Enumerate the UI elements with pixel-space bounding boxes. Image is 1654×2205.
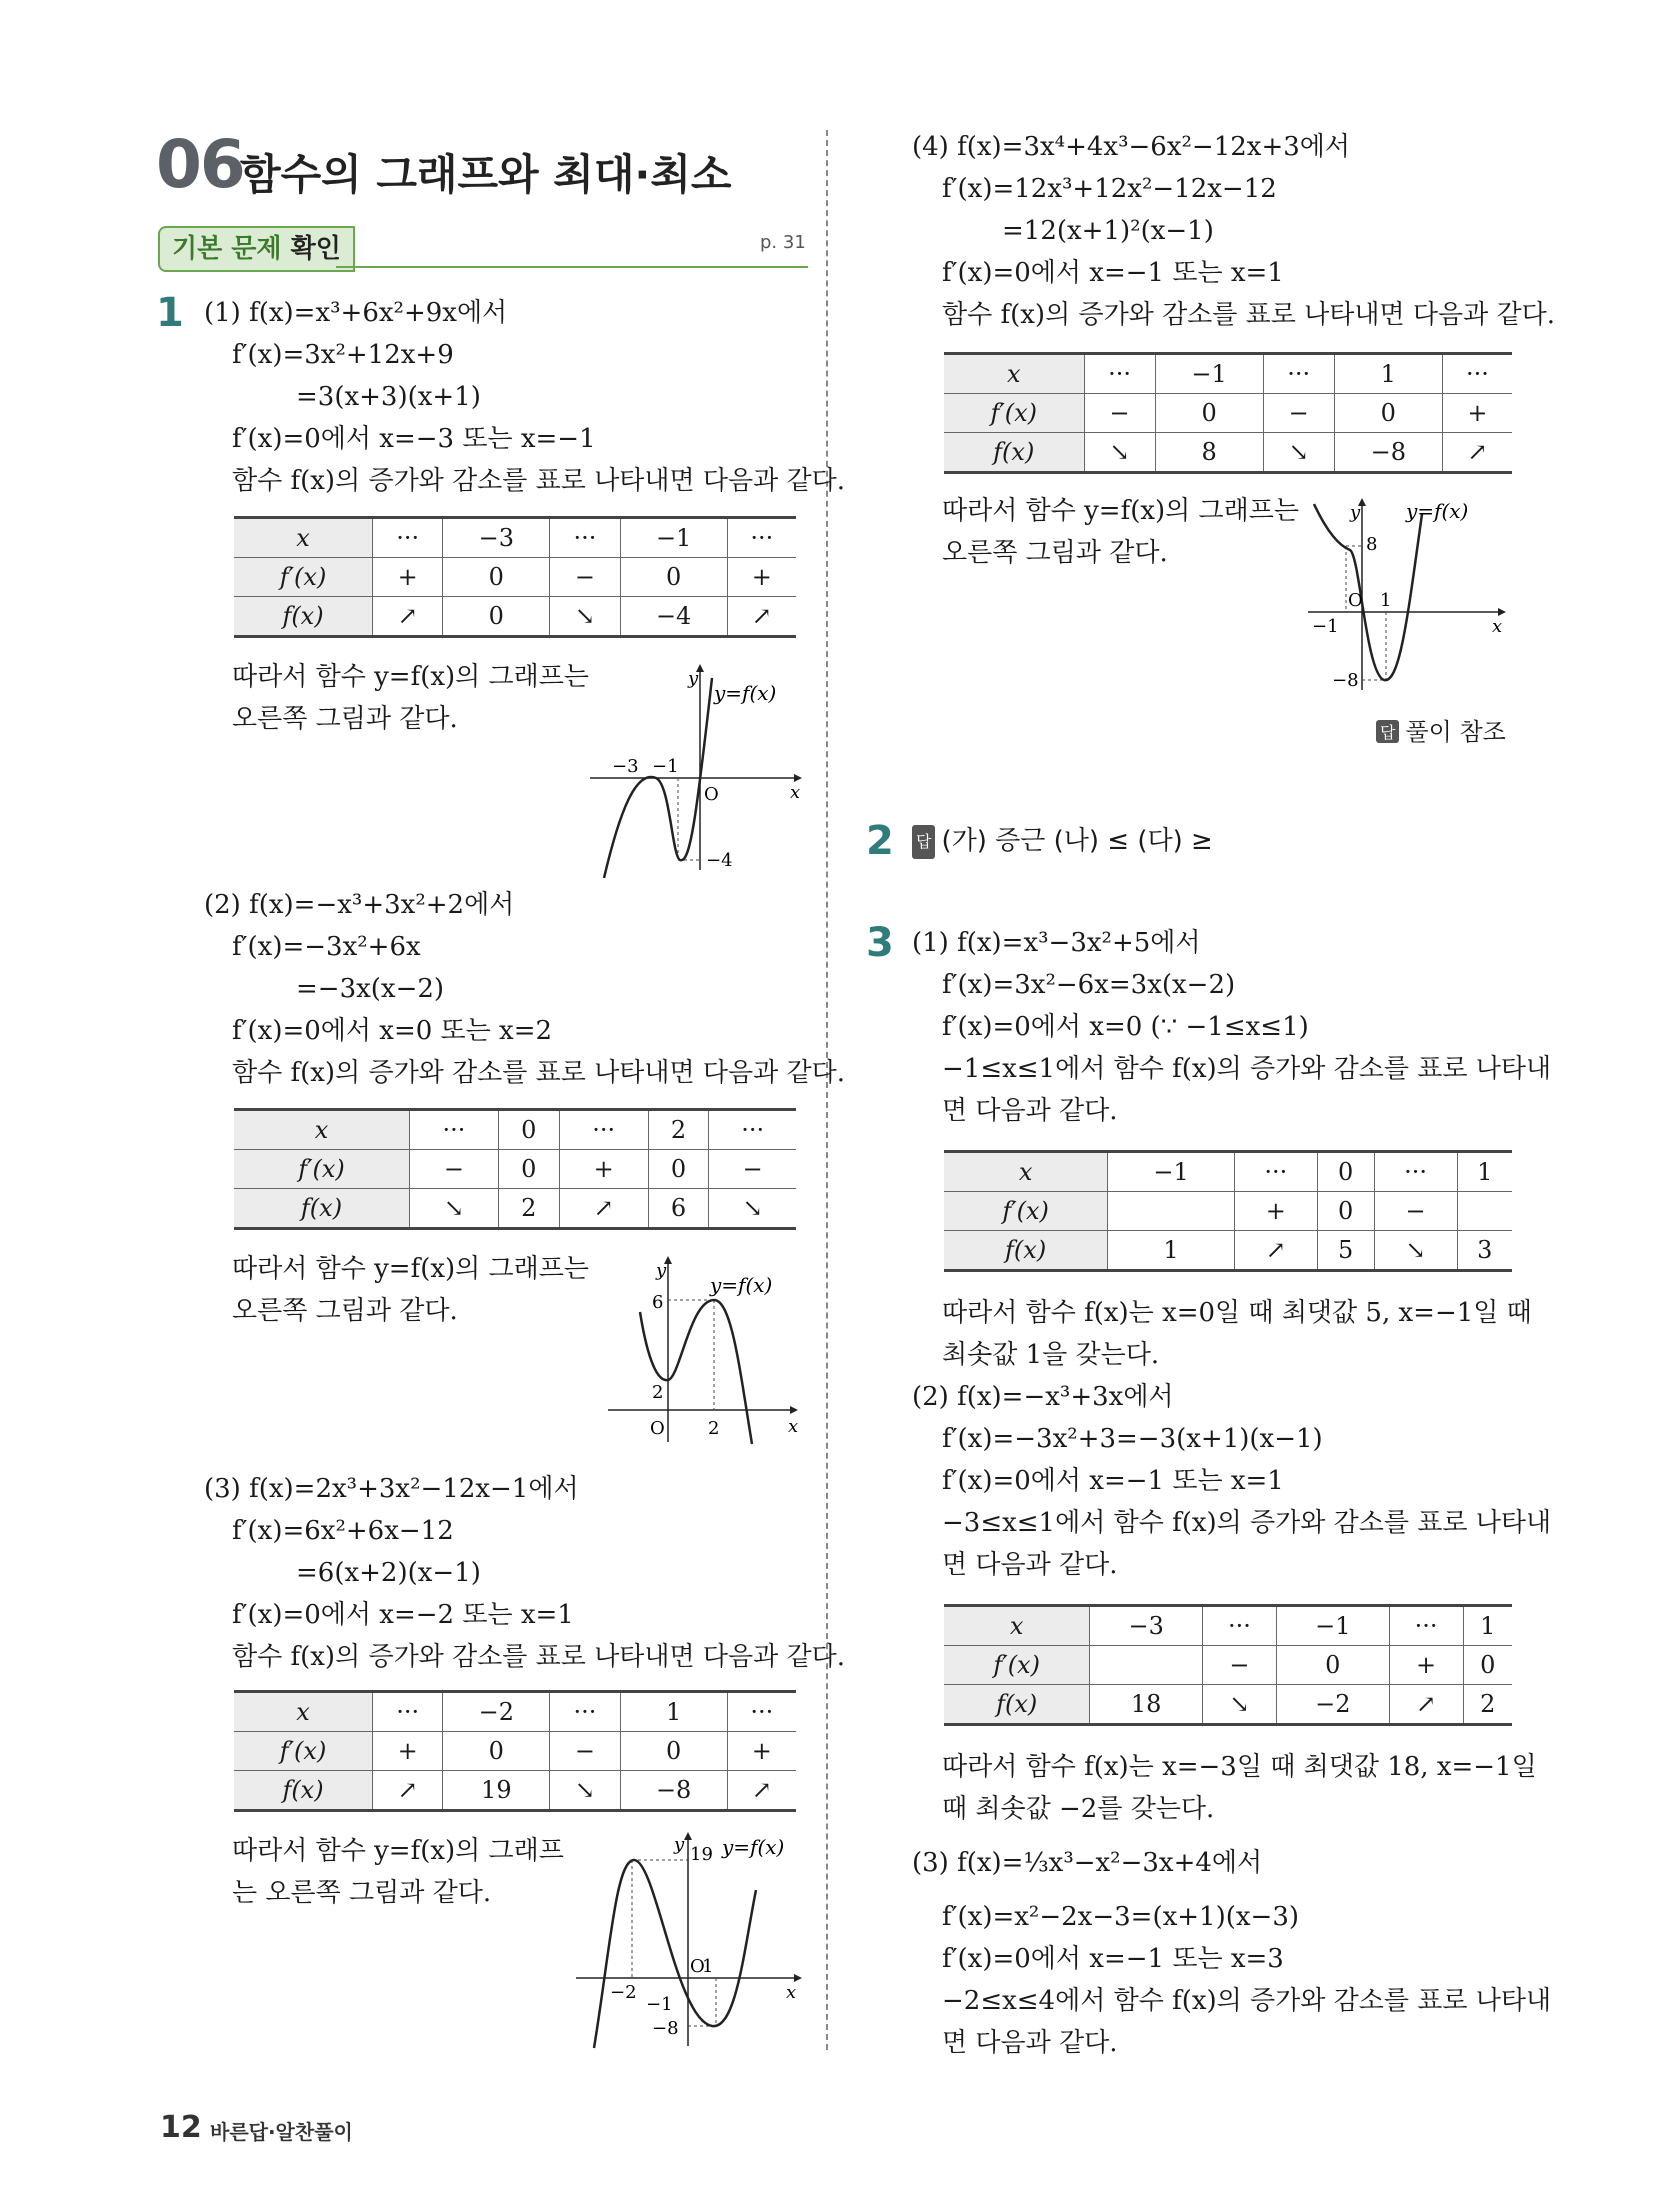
table-cell: 3 xyxy=(1457,1231,1512,1271)
tick-label: 19 xyxy=(690,1844,713,1865)
p3-1-line: f′(x)=0에서 x=0 (∵ −1≤x≤1) xyxy=(942,1012,1309,1042)
table-cell xyxy=(1457,1192,1512,1231)
problem-number-1: 1 xyxy=(156,290,184,336)
p1-3-line: =6(x+2)(x−1) xyxy=(296,1558,481,1588)
table-cell: 0 xyxy=(648,1150,709,1189)
table-cell: ↘ xyxy=(1202,1685,1276,1725)
p3-3-line: f′(x)=0에서 x=−1 또는 x=3 xyxy=(942,1944,1284,1974)
table-cell: −1 xyxy=(1276,1606,1389,1646)
table-cell: 0 xyxy=(1276,1646,1389,1685)
curve-label: y=f(x) xyxy=(714,681,777,705)
table-cell: −1 xyxy=(1108,1152,1235,1192)
table-cell: 1 xyxy=(1457,1152,1512,1192)
table-cell: ↘ xyxy=(1263,433,1334,473)
graph-1 xyxy=(590,660,810,880)
tick-label: 6 xyxy=(652,1292,664,1313)
table-cell: x xyxy=(234,518,373,558)
table-cell xyxy=(1108,1192,1235,1231)
footer-title: 바른답·알찬풀이 xyxy=(210,2120,353,2144)
y-axis-label: y xyxy=(656,1260,667,1281)
table-cell: 0 xyxy=(1317,1152,1374,1192)
tick-label: −1 xyxy=(652,756,679,777)
table-cell: 5 xyxy=(1317,1231,1374,1271)
table-cell: f(x) xyxy=(944,1685,1090,1725)
table-cell: 0 xyxy=(1334,394,1442,433)
tick-label: −3 xyxy=(612,756,639,777)
p1-4-line: =12(x+1)²(x−1) xyxy=(1002,216,1214,246)
page-number: 12 xyxy=(160,2110,202,2145)
table-cell: ··· xyxy=(559,1110,648,1150)
page-reference: p. 31 xyxy=(760,232,806,253)
p3-1-line: −1≤x≤1에서 함수 f(x)의 증가와 감소를 표로 나타내 xyxy=(942,1054,1552,1084)
table-cell: f′(x) xyxy=(234,1150,409,1189)
table-cell: − xyxy=(550,1732,620,1771)
p1-2-conclusion: 오른쪽 그림과 같다. xyxy=(232,1296,458,1326)
table-cell: −8 xyxy=(620,1771,727,1811)
answer-tag: 답 xyxy=(912,825,935,859)
table-cell: 0 xyxy=(498,1110,559,1150)
table-cell: ··· xyxy=(727,1692,796,1732)
p1-2-line: f′(x)=0에서 x=0 또는 x=2 xyxy=(232,1016,553,1046)
p1-4-conclusion: 따라서 함수 y=f(x)의 그래프는 xyxy=(942,496,1300,526)
p1-1-line: (1) f(x)=x³+6x²+9x에서 xyxy=(204,298,508,328)
table-cell: ··· xyxy=(550,1692,620,1732)
table-cell: + xyxy=(373,1732,443,1771)
p1-1-line: =3(x+3)(x+1) xyxy=(296,382,481,412)
p3-2-line: (2) f(x)=−x³+3x에서 xyxy=(912,1382,1174,1412)
tick-label: −8 xyxy=(652,2018,679,2039)
p1-1-line: f′(x)=3x²+12x+9 xyxy=(232,340,454,370)
table-cell: −3 xyxy=(443,518,550,558)
variation-table-4 xyxy=(944,352,1512,474)
tick-label: −1 xyxy=(646,1994,673,2015)
table-cell: ··· xyxy=(373,518,443,558)
table-cell: f′(x) xyxy=(944,1646,1090,1685)
table-cell: ··· xyxy=(1374,1152,1457,1192)
table-cell: x xyxy=(944,1152,1108,1192)
column-divider xyxy=(826,130,828,2050)
p1-1-line: 함수 f(x)의 증가와 감소를 표로 나타내면 다음과 같다. xyxy=(232,466,846,496)
chapter-title: 함수의 그래프와 최대·최소 xyxy=(240,150,732,199)
p2-answer-text: (가) 증근 (나) ≤ (다) ≥ xyxy=(941,826,1213,856)
badge-dark-text: 확인 xyxy=(290,234,341,264)
table-cell: + xyxy=(1389,1646,1463,1685)
table-cell: − xyxy=(1374,1192,1457,1231)
table-cell: 1 xyxy=(620,1692,727,1732)
table-cell: 0 xyxy=(443,597,550,637)
table-cell: 18 xyxy=(1090,1685,1203,1725)
p3-1-conclusion: 따라서 함수 f(x)는 x=0일 때 최댓값 5, x=−1일 때 xyxy=(942,1298,1532,1328)
p1-3-line: 함수 f(x)의 증가와 감소를 표로 나타내면 다음과 같다. xyxy=(232,1642,846,1672)
table-cell: −2 xyxy=(443,1692,550,1732)
table-cell: 0 xyxy=(443,1732,550,1771)
table-cell: ↗ xyxy=(1234,1231,1317,1271)
problem-number-3: 3 xyxy=(866,920,894,966)
p3-3-line: 면 다음과 같다. xyxy=(942,2028,1118,2058)
table-cell: 0 xyxy=(1463,1646,1512,1685)
p1-1-conclusion: 오른쪽 그림과 같다. xyxy=(232,704,458,734)
table-cell: 1 xyxy=(1463,1606,1512,1646)
badge-green-text: 기본 문제 xyxy=(172,234,282,264)
graph-3 xyxy=(576,1830,810,2050)
p1-2-line: f′(x)=−3x²+6x xyxy=(232,932,421,962)
table-cell: ↘ xyxy=(709,1189,796,1229)
tick-label: −2 xyxy=(610,1982,637,2003)
tick-label: 1 xyxy=(1380,590,1392,611)
section-badge xyxy=(158,226,355,272)
table-cell: ↗ xyxy=(559,1189,648,1229)
p1-1-line: f′(x)=0에서 x=−3 또는 x=−1 xyxy=(232,424,596,454)
table-cell: 0 xyxy=(498,1150,559,1189)
y-axis-label: y xyxy=(1350,502,1361,523)
p1-4-line: (4) f(x)=3x⁴+4x³−6x²−12x+3에서 xyxy=(912,132,1350,162)
p3-3-line: (3) f(x)=⅓x³−x²−3x+4에서 xyxy=(912,1848,1263,1878)
tick-label: −8 xyxy=(1332,670,1359,691)
table-cell: ↗ xyxy=(373,1771,443,1811)
table-cell: 6 xyxy=(648,1189,709,1229)
table-cell: −1 xyxy=(620,518,727,558)
table-cell: −4 xyxy=(620,597,727,637)
p3-1-line: f′(x)=3x²−6x=3x(x−2) xyxy=(942,970,1236,1000)
table-cell: + xyxy=(727,558,796,597)
p3-3-line: −2≤x≤4에서 함수 f(x)의 증가와 감소를 표로 나타내 xyxy=(942,1986,1552,2016)
table-cell: 1 xyxy=(1108,1231,1235,1271)
tick-label: −4 xyxy=(706,850,733,871)
table-cell: f(x) xyxy=(234,1189,409,1229)
table-cell: 2 xyxy=(498,1189,559,1229)
tick-label: −1 xyxy=(1312,616,1339,637)
table-cell: f′(x) xyxy=(944,1192,1108,1231)
p3-2-line: f′(x)=0에서 x=−1 또는 x=1 xyxy=(942,1466,1284,1496)
table-cell: 8 xyxy=(1155,433,1263,473)
p1-1-conclusion: 따라서 함수 y=f(x)의 그래프는 xyxy=(232,662,590,692)
origin-label: O xyxy=(704,784,719,805)
table-cell: f(x) xyxy=(944,1231,1108,1271)
p1-2-line: =−3x(x−2) xyxy=(296,974,445,1004)
table-cell: ↗ xyxy=(727,1771,796,1811)
p1-3-line: f′(x)=6x²+6x−12 xyxy=(232,1516,454,1546)
table-cell: x xyxy=(234,1110,409,1150)
p3-2-line: 면 다음과 같다. xyxy=(942,1550,1118,1580)
table-cell: ↗ xyxy=(373,597,443,637)
table-cell: ··· xyxy=(1084,354,1155,394)
table-cell: + xyxy=(559,1150,648,1189)
table-cell: − xyxy=(1263,394,1334,433)
answer-tag: 답 xyxy=(1376,720,1399,743)
table-cell: f(x) xyxy=(234,597,373,637)
curve-label: y=f(x) xyxy=(1406,499,1469,523)
table-cell: + xyxy=(1234,1192,1317,1231)
p1-3-conclusion: 는 오른쪽 그림과 같다. xyxy=(232,1878,492,1908)
table-cell: ··· xyxy=(1202,1606,1276,1646)
p1-4-line: f′(x)=0에서 x=−1 또는 x=1 xyxy=(942,258,1284,288)
p1-2-line: (2) f(x)=−x³+3x²+2에서 xyxy=(204,890,515,920)
table-cell: ··· xyxy=(727,518,796,558)
x-axis-label: x xyxy=(1492,616,1503,637)
table-cell: + xyxy=(727,1732,796,1771)
table-cell: ··· xyxy=(1263,354,1334,394)
tick-label: 2 xyxy=(708,1418,720,1439)
table-cell: ↗ xyxy=(727,597,796,637)
answer-reference-text: 풀이 참조 xyxy=(1405,718,1506,746)
tick-label: 2 xyxy=(652,1382,664,1403)
variation-table-6 xyxy=(944,1604,1512,1726)
p1-4-conclusion: 오른쪽 그림과 같다. xyxy=(942,538,1168,568)
p1-4-line: 함수 f(x)의 증가와 감소를 표로 나타내면 다음과 같다. xyxy=(942,300,1556,330)
y-axis-label: y xyxy=(674,1834,685,1855)
table-cell: − xyxy=(550,558,620,597)
table-cell: 0 xyxy=(1317,1192,1374,1231)
tick-label: 1 xyxy=(702,1956,714,1977)
table-cell xyxy=(1090,1646,1203,1685)
table-cell: 0 xyxy=(620,1732,727,1771)
table-cell: ··· xyxy=(1389,1606,1463,1646)
table-cell: ··· xyxy=(709,1110,796,1150)
answer-reference xyxy=(1376,712,1506,747)
table-cell: ··· xyxy=(550,518,620,558)
x-axis-label: x xyxy=(790,782,801,803)
graph-4 xyxy=(1300,494,1514,694)
table-cell: ↘ xyxy=(409,1189,498,1229)
table-cell: − xyxy=(409,1150,498,1189)
p1-3-line: (3) f(x)=2x³+3x²−12x−1에서 xyxy=(204,1474,579,1504)
origin-label: O xyxy=(650,1418,665,1439)
table-cell: − xyxy=(709,1150,796,1189)
table-cell: −2 xyxy=(1276,1685,1389,1725)
variation-table-3 xyxy=(234,1690,796,1812)
table-cell: + xyxy=(373,558,443,597)
chapter-number: 06 xyxy=(156,126,244,203)
p3-2-line: f′(x)=−3x²+3=−3(x+1)(x−1) xyxy=(942,1424,1323,1454)
table-cell: −8 xyxy=(1334,433,1442,473)
table-cell: ↘ xyxy=(550,597,620,637)
curve-label: y=f(x) xyxy=(722,1835,785,1859)
p3-2-conclusion: 따라서 함수 f(x)는 x=−3일 때 최댓값 18, x=−1일 xyxy=(942,1752,1537,1782)
table-cell: 0 xyxy=(443,558,550,597)
table-cell: x xyxy=(234,1692,373,1732)
table-cell: −3 xyxy=(1090,1606,1203,1646)
table-cell: ↘ xyxy=(1084,433,1155,473)
tick-label: 8 xyxy=(1366,534,1378,555)
p3-1-conclusion: 최솟값 1을 갖는다. xyxy=(942,1340,1160,1370)
table-cell: ··· xyxy=(409,1110,498,1150)
p1-3-line: f′(x)=0에서 x=−2 또는 x=1 xyxy=(232,1600,574,1630)
p3-3-line: f′(x)=x²−2x−3=(x+1)(x−3) xyxy=(942,1902,1300,1932)
table-cell: ··· xyxy=(1234,1152,1317,1192)
table-cell: −1 xyxy=(1155,354,1263,394)
p3-2-line: −3≤x≤1에서 함수 f(x)의 증가와 감소를 표로 나타내 xyxy=(942,1508,1552,1538)
table-cell: f′(x) xyxy=(944,394,1084,433)
p3-2-conclusion: 때 최솟값 −2를 갖는다. xyxy=(942,1794,1215,1824)
badge-underline xyxy=(336,266,808,268)
p3-1-line: (1) f(x)=x³−3x²+5에서 xyxy=(912,928,1201,958)
table-cell: ↘ xyxy=(550,1771,620,1811)
table-cell: ↗ xyxy=(1442,433,1512,473)
table-cell: ↗ xyxy=(1389,1685,1463,1725)
table-cell: 19 xyxy=(443,1771,550,1811)
table-cell: ··· xyxy=(1442,354,1512,394)
graph-2 xyxy=(600,1252,810,1452)
origin-label: O xyxy=(1348,590,1363,611)
table-cell: f′(x) xyxy=(234,558,373,597)
table-cell: 2 xyxy=(648,1110,709,1150)
p1-4-line: f′(x)=12x³+12x²−12x−12 xyxy=(942,174,1277,204)
table-cell: x xyxy=(944,354,1084,394)
variation-table-5 xyxy=(944,1150,1512,1272)
table-cell: + xyxy=(1442,394,1512,433)
table-cell: ↘ xyxy=(1374,1231,1457,1271)
table-cell: 1 xyxy=(1334,354,1442,394)
p3-1-line: 면 다음과 같다. xyxy=(942,1096,1118,1126)
table-cell: 2 xyxy=(1463,1685,1512,1725)
p1-2-conclusion: 따라서 함수 y=f(x)의 그래프는 xyxy=(232,1254,590,1284)
x-axis-label: x xyxy=(786,1982,797,2003)
variation-table-1 xyxy=(234,516,796,638)
p1-2-line: 함수 f(x)의 증가와 감소를 표로 나타내면 다음과 같다. xyxy=(232,1058,846,1088)
table-cell: x xyxy=(944,1606,1090,1646)
table-cell: f(x) xyxy=(234,1771,373,1811)
table-cell: ··· xyxy=(373,1692,443,1732)
y-axis-label: y xyxy=(688,668,699,689)
curve-label: y=f(x) xyxy=(710,1273,773,1297)
table-cell: − xyxy=(1202,1646,1276,1685)
p2-answer xyxy=(912,824,1213,859)
table-cell: f′(x) xyxy=(234,1732,373,1771)
p1-3-conclusion: 따라서 함수 y=f(x)의 그래프 xyxy=(232,1836,564,1866)
x-axis-label: x xyxy=(788,1416,799,1437)
table-cell: − xyxy=(1084,394,1155,433)
problem-number-2: 2 xyxy=(866,818,894,864)
origin-label: O xyxy=(690,1956,705,1977)
table-cell: 0 xyxy=(1155,394,1263,433)
variation-table-2 xyxy=(234,1108,796,1230)
table-cell: f(x) xyxy=(944,433,1084,473)
table-cell: 0 xyxy=(620,558,727,597)
